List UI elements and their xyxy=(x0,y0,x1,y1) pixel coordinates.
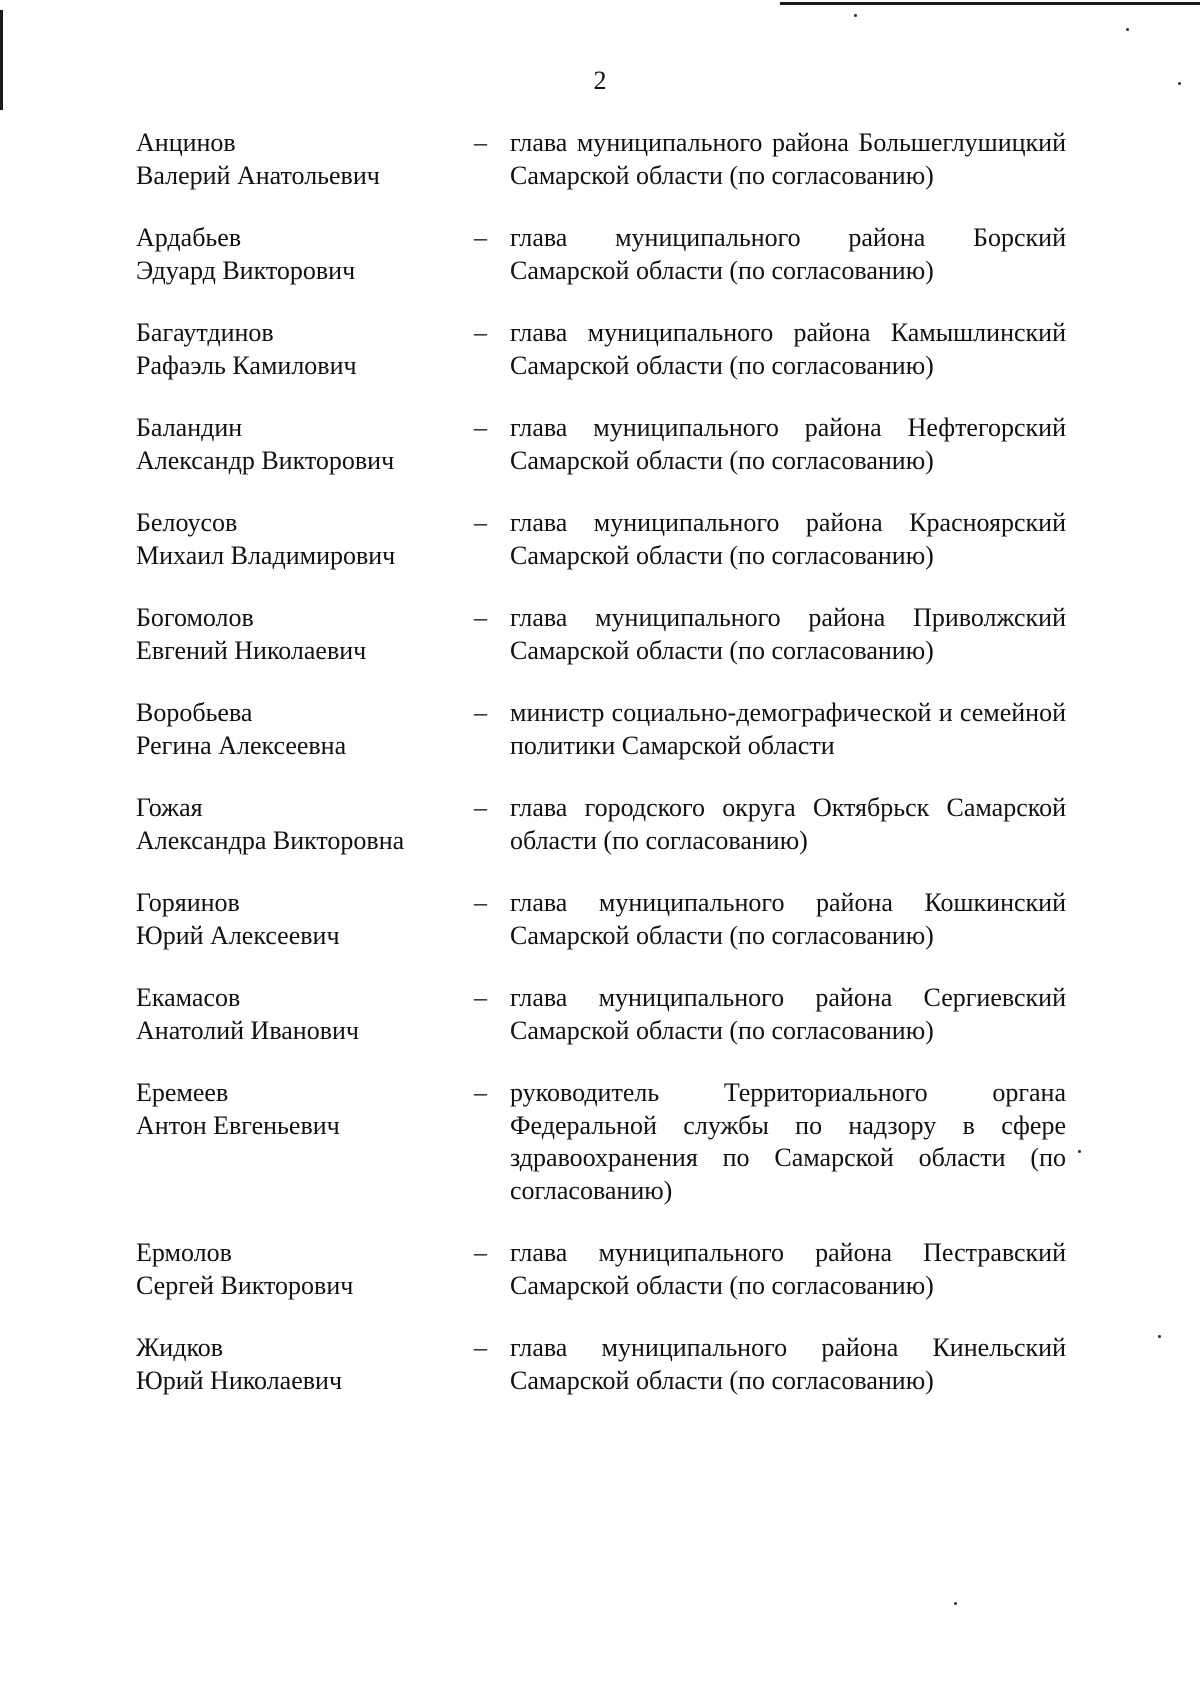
member-position: глава муниципального района Приволжский Самарской области (по согласованию) xyxy=(510,603,1066,665)
member-surname: Жидков xyxy=(136,1333,224,1362)
scan-speck xyxy=(954,1602,957,1605)
member-row xyxy=(136,792,1066,857)
scan-speck xyxy=(1126,28,1129,31)
member-surname: Горяинов xyxy=(136,888,240,917)
member-row xyxy=(136,887,1066,952)
member-name xyxy=(136,222,474,287)
member-surname: Багаутдинов xyxy=(136,318,274,347)
member-given-names: Александр Викторович xyxy=(136,445,395,475)
member-surname: Ардабьев xyxy=(136,223,242,252)
member-name xyxy=(136,1077,474,1142)
member-position: глава муниципального района Кинельский Самарской области (по согласованию) xyxy=(510,1333,1066,1395)
member-dash: – xyxy=(474,413,487,442)
member-name xyxy=(136,602,474,667)
member-given-names: Александра Викторовна xyxy=(136,825,405,855)
scan-speck xyxy=(854,14,857,17)
member-surname: Баландин xyxy=(136,413,243,442)
member-dash: – xyxy=(474,698,487,727)
member-name xyxy=(136,412,474,477)
member-name xyxy=(136,1237,474,1302)
member-position: глава городского округа Октябрьск Самарской области (по согласованию) xyxy=(510,793,1066,855)
member-position: глава муниципального района Кошкинский Самарской области (по согласованию) xyxy=(510,888,1066,950)
member-surname: Гожая xyxy=(136,793,203,822)
member-position: глава муниципального района Борский Самарской области (по согласованию) xyxy=(510,223,1066,285)
member-given-names: Валерий Анатольевич xyxy=(136,160,380,190)
member-dash: – xyxy=(474,1238,487,1267)
member-row xyxy=(136,602,1066,667)
member-dash: – xyxy=(474,1333,487,1362)
member-given-names: Сергей Викторович xyxy=(136,1270,354,1300)
member-dash: – xyxy=(474,888,487,917)
member-row xyxy=(136,982,1066,1047)
member-list xyxy=(136,127,1066,1427)
member-dash: – xyxy=(474,983,487,1012)
member-given-names: Михаил Владимирович xyxy=(136,540,396,570)
top-edge-rule xyxy=(780,2,1200,5)
member-dash: – xyxy=(474,508,487,537)
member-row xyxy=(136,412,1066,477)
member-surname: Екамасов xyxy=(136,983,241,1012)
member-given-names: Антон Евгеньевич xyxy=(136,1110,340,1140)
member-position: глава муниципального района Красноярский Самарской области (по согласованию) xyxy=(510,508,1066,570)
member-name xyxy=(136,317,474,382)
member-name xyxy=(136,507,474,572)
member-surname: Анцинов xyxy=(136,128,236,157)
member-name xyxy=(136,982,474,1047)
member-row xyxy=(136,1237,1066,1302)
member-position: глава муниципального района Пестравский Самарской области (по согласованию) xyxy=(510,1238,1066,1300)
member-name xyxy=(136,887,474,952)
member-given-names: Рафаэль Камилович xyxy=(136,350,357,380)
member-position: глава муниципального района Сергиевский Самарской области (по согласованию) xyxy=(510,983,1066,1045)
member-surname: Белоусов xyxy=(136,508,238,537)
member-dash: – xyxy=(474,793,487,822)
member-position: глава муниципального района Камышлинский Самарской области (по согласованию) xyxy=(510,318,1066,380)
member-given-names: Евгений Николаевич xyxy=(136,635,367,665)
member-position: министр социально-демографической и семейной политики Самарской области xyxy=(510,698,1066,760)
member-dash: – xyxy=(474,318,487,347)
member-given-names: Регина Алексеевна xyxy=(136,730,347,760)
member-dash: – xyxy=(474,603,487,632)
member-given-names: Анатолий Иванович xyxy=(136,1015,359,1045)
member-row xyxy=(136,1077,1066,1207)
member-dash: – xyxy=(474,223,487,252)
member-given-names: Юрий Алексеевич xyxy=(136,920,340,950)
member-name xyxy=(136,792,474,857)
member-surname: Еремеев xyxy=(136,1078,229,1107)
member-row xyxy=(136,507,1066,572)
member-row xyxy=(136,317,1066,382)
member-given-names: Юрий Николаевич xyxy=(136,1365,343,1395)
member-row xyxy=(136,222,1066,287)
member-position: руководитель Территориального органа Федеральной службы по надзору в сфере здравоохранения по Самарской области (по согласованию) xyxy=(510,1078,1066,1205)
scan-speck xyxy=(1078,1150,1081,1153)
member-dash: – xyxy=(474,128,487,157)
member-position: глава муниципального района Нефтегорский Самарской области (по согласованию) xyxy=(510,413,1066,475)
scan-speck xyxy=(1158,1335,1161,1338)
member-name xyxy=(136,697,474,762)
member-name xyxy=(136,127,474,192)
member-surname: Ермолов xyxy=(136,1238,232,1267)
member-name xyxy=(136,1332,474,1397)
member-surname: Богомолов xyxy=(136,603,254,632)
member-row xyxy=(136,697,1066,762)
member-row xyxy=(136,127,1066,192)
member-surname: Воробьева xyxy=(136,698,253,727)
member-dash: – xyxy=(474,1078,487,1107)
page-number: 2 xyxy=(593,66,607,95)
member-given-names: Эдуард Викторович xyxy=(136,255,356,285)
member-position: глава муниципального района Большеглушицкий Самарской области (по согласованию) xyxy=(510,128,1066,190)
member-row xyxy=(136,1332,1066,1397)
